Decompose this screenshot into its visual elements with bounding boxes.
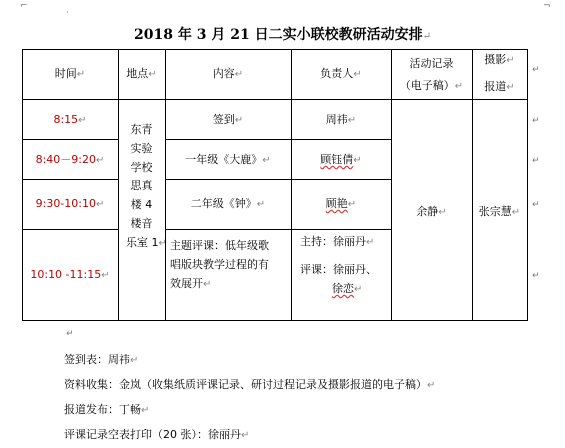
time-cell: 10:10 -11:15↵ bbox=[30, 268, 110, 281]
row-end-mark: ↵ bbox=[532, 65, 540, 75]
person-cell: 周祎↵ bbox=[325, 113, 357, 126]
person-cell: 顾钰倩↵ bbox=[320, 153, 362, 166]
page-title: 2018 年 3 月 21 日二实小联校教研活动安排↵ bbox=[134, 27, 431, 43]
crop-mark: ¬ bbox=[543, 1, 551, 11]
notes-list bbox=[64, 348, 435, 448]
header-content: 内容↵ bbox=[212, 67, 244, 80]
person-cell: 顾艳↵ bbox=[325, 197, 357, 210]
table-header-divider bbox=[22, 99, 528, 100]
header-record: 活动记录 （电子稿）↵ bbox=[399, 57, 464, 92]
col-divider bbox=[291, 49, 292, 321]
row-divider bbox=[22, 229, 118, 230]
row-divider bbox=[165, 179, 391, 180]
content-cell: 二年级《钟》↵ bbox=[190, 197, 266, 210]
person-cell: 主持：徐丽丹↵ 评课：徐丽丹、 徐恋↵ bbox=[300, 235, 377, 295]
table-border-right bbox=[527, 49, 528, 321]
place-cell: 东青 实验 学校 思真 楼 4 楼音 乐室 1↵ bbox=[126, 123, 167, 249]
recorder-cell: 余静↵ bbox=[416, 205, 447, 218]
header-time: 时间↵ bbox=[54, 67, 86, 80]
row-end-mark: ↵ bbox=[532, 271, 540, 281]
note-line: 评课记录空表打印（20 张）：徐丽丹↵ bbox=[64, 428, 250, 441]
time-cell: 9:30-10:10↵ bbox=[35, 197, 105, 210]
row-end-mark: ↵ bbox=[532, 156, 540, 166]
crop-mark: · bbox=[66, 8, 69, 18]
row-end-mark: ↵ bbox=[532, 116, 540, 126]
header-place: 地点↵ bbox=[126, 67, 157, 80]
crop-mark: ⌐ bbox=[20, 1, 28, 11]
row-divider bbox=[22, 139, 118, 140]
time-cell: 8:40－9:20↵ bbox=[35, 153, 105, 166]
content-cell: 签到↵ bbox=[212, 113, 244, 126]
header-photo: 摄影↵ 报道↵ bbox=[484, 53, 515, 93]
time-cell: 8:15↵ bbox=[53, 113, 87, 126]
header-person: 负责人↵ bbox=[320, 67, 362, 80]
note-line: 资料收集：金岚（收集纸质评课记录、研讨过程记录及摄影报道的电子稿）↵ bbox=[64, 378, 436, 391]
photographer-cell: 张宗慧↵ bbox=[478, 205, 521, 218]
col-divider bbox=[118, 49, 119, 321]
note-line: 报道发布：丁畅↵ bbox=[64, 403, 150, 416]
note-line: 签到表：周祎↵ bbox=[64, 353, 139, 366]
row-divider bbox=[22, 179, 118, 180]
table-border-bottom bbox=[22, 320, 528, 321]
col-divider bbox=[165, 49, 166, 321]
row-divider bbox=[165, 139, 391, 140]
content-cell: 一年级《大鹿》↵ bbox=[185, 153, 271, 166]
row-divider bbox=[165, 229, 391, 230]
row-end-mark: ↵ bbox=[532, 200, 540, 210]
table-border-top bbox=[22, 49, 528, 50]
paragraph-mark: ↵ bbox=[66, 329, 74, 339]
content-cell: 主题评课：低年级歌 唱版块教学过程的有 效展开↵ bbox=[170, 239, 269, 290]
